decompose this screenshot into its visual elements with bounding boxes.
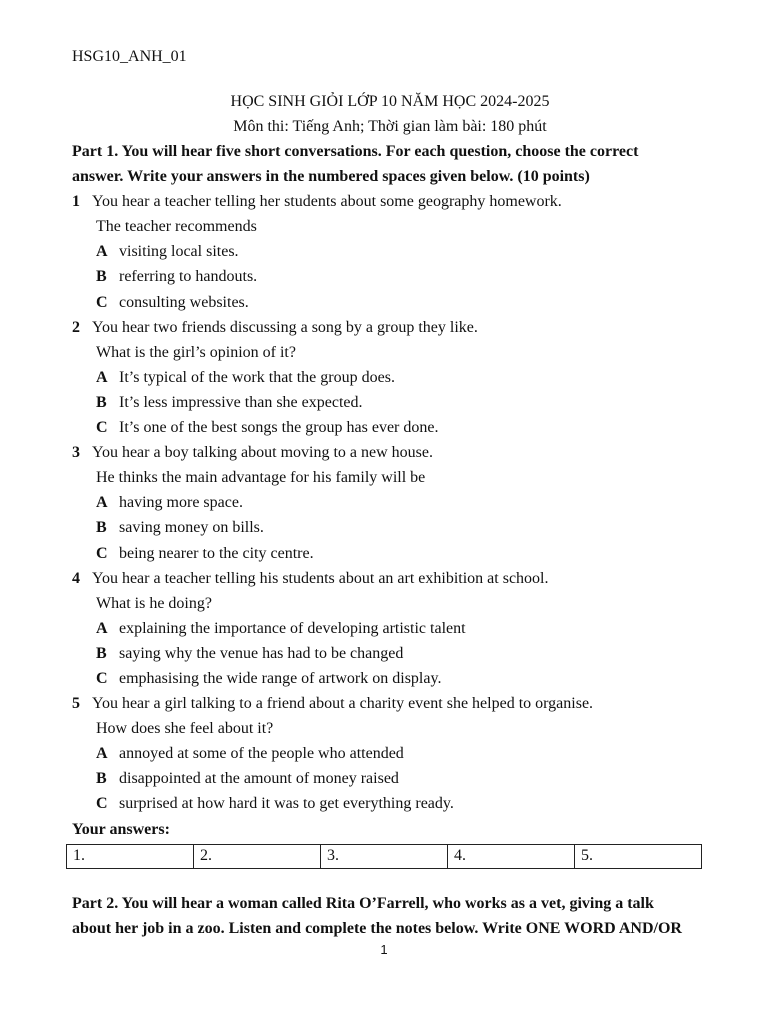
option-text: saving money on bills. [119,519,264,537]
option-text: consulting websites. [119,293,249,311]
question-stem: How does she feel about it? [96,720,274,738]
option-letter: A [96,243,108,261]
exam-title: HỌC SINH GIỎI LỚP 10 NĂM HỌC 2024-2025 [230,93,550,110]
option-b[interactable] [72,766,708,791]
option-c[interactable] [72,415,708,440]
question-3 [72,440,708,465]
option-text: annoyed at some of the people who attended [119,745,404,763]
question-stem: The teacher recommends [96,218,257,236]
question-2 [72,315,708,340]
option-letter: C [96,669,108,687]
option-a[interactable] [72,239,708,264]
question-number: 1 [72,193,80,211]
option-text: explaining the importance of developing artistic talent [119,619,466,637]
option-text: It’s one of the best songs the group has ever done. [119,419,439,437]
question-number: 5 [72,695,80,713]
option-text: It’s typical of the work that the group does. [119,368,395,386]
option-letter: B [96,268,107,286]
option-letter: B [96,770,107,788]
option-letter: C [96,544,108,562]
answer-cell-3[interactable]: 3. [321,844,448,868]
option-text: surprised at how hard it was to get everything ready. [119,795,454,813]
question-4 [72,566,708,591]
option-letter: A [96,619,108,637]
option-b[interactable] [72,641,708,666]
option-letter: A [96,745,108,763]
question-1 [72,189,708,214]
option-letter: B [96,519,107,537]
option-b[interactable] [72,515,708,540]
option-b[interactable] [72,390,708,415]
option-letter: C [96,419,108,437]
question-5 [72,691,708,716]
option-letter: C [96,293,108,311]
option-text: referring to handouts. [119,268,258,286]
part1-instruction-line1: Part 1. You will hear five short conversations. For each question, choose the correct [72,143,639,160]
exam-subtitle: Môn thi: Tiếng Anh; Thời gian làm bài: 180 phút [233,118,547,135]
option-letter: A [96,368,108,386]
option-b[interactable] [72,264,708,289]
option-text: having more space. [119,494,243,512]
part2-instruction-line2: about her job in a zoo. Listen and complete the notes below. Write ONE WORD AND/OR [72,919,682,937]
answer-table [66,844,702,869]
question-number: 4 [72,569,80,587]
option-c[interactable] [72,666,708,691]
option-text: disappointed at the amount of money raised [119,770,399,788]
question-number: 3 [72,444,80,462]
question-context: You hear a girl talking to a friend about a charity event she helped to organise. [92,695,594,713]
option-text: saying why the venue has had to be changed [119,644,404,662]
question-stem: He thinks the main advantage for his family will be [96,469,426,487]
document-code: HSG10_ANH_01 [72,48,187,65]
option-c[interactable] [72,791,708,816]
answers-label: Your answers: [72,820,170,838]
answer-cell-1[interactable]: 1. [67,844,194,868]
option-c[interactable] [72,541,708,566]
question-number: 2 [72,318,80,336]
option-c[interactable] [72,290,708,315]
part1-instruction-line2: answer. Write your answers in the numbered spaces given below. (10 points) [72,168,590,186]
option-a[interactable] [72,490,708,515]
option-text: visiting local sites. [119,243,239,261]
question-stem: What is the girl’s opinion of it? [96,343,296,361]
option-text: being nearer to the city centre. [119,544,314,562]
page-number: 1 [380,942,388,957]
option-text: emphasising the wide range of artwork on display. [119,669,442,687]
option-letter: A [96,494,108,512]
question-context: You hear a teacher telling her students about some geography homework. [92,193,562,211]
option-letter: B [96,393,107,411]
option-a[interactable] [72,616,708,641]
part2-instruction-line1: Part 2. You will hear a woman called Rita O’Farrell, who works as a vet, giving a talk [72,894,654,912]
document-page [72,44,708,941]
option-letter: C [96,795,108,813]
question-context: You hear two friends discussing a song by a group they like. [92,318,478,336]
question-list [72,189,708,816]
option-letter: B [96,644,107,662]
question-context: You hear a boy talking about moving to a new house. [92,444,433,462]
option-a[interactable] [72,741,708,766]
answer-cell-4[interactable]: 4. [448,844,575,868]
answer-cell-2[interactable]: 2. [194,844,321,868]
option-a[interactable] [72,365,708,390]
question-stem: What is he doing? [96,594,212,612]
answer-cell-5[interactable]: 5. [575,844,702,868]
option-text: It’s less impressive than she expected. [119,393,363,411]
question-context: You hear a teacher telling his students about an art exhibition at school. [92,569,549,587]
